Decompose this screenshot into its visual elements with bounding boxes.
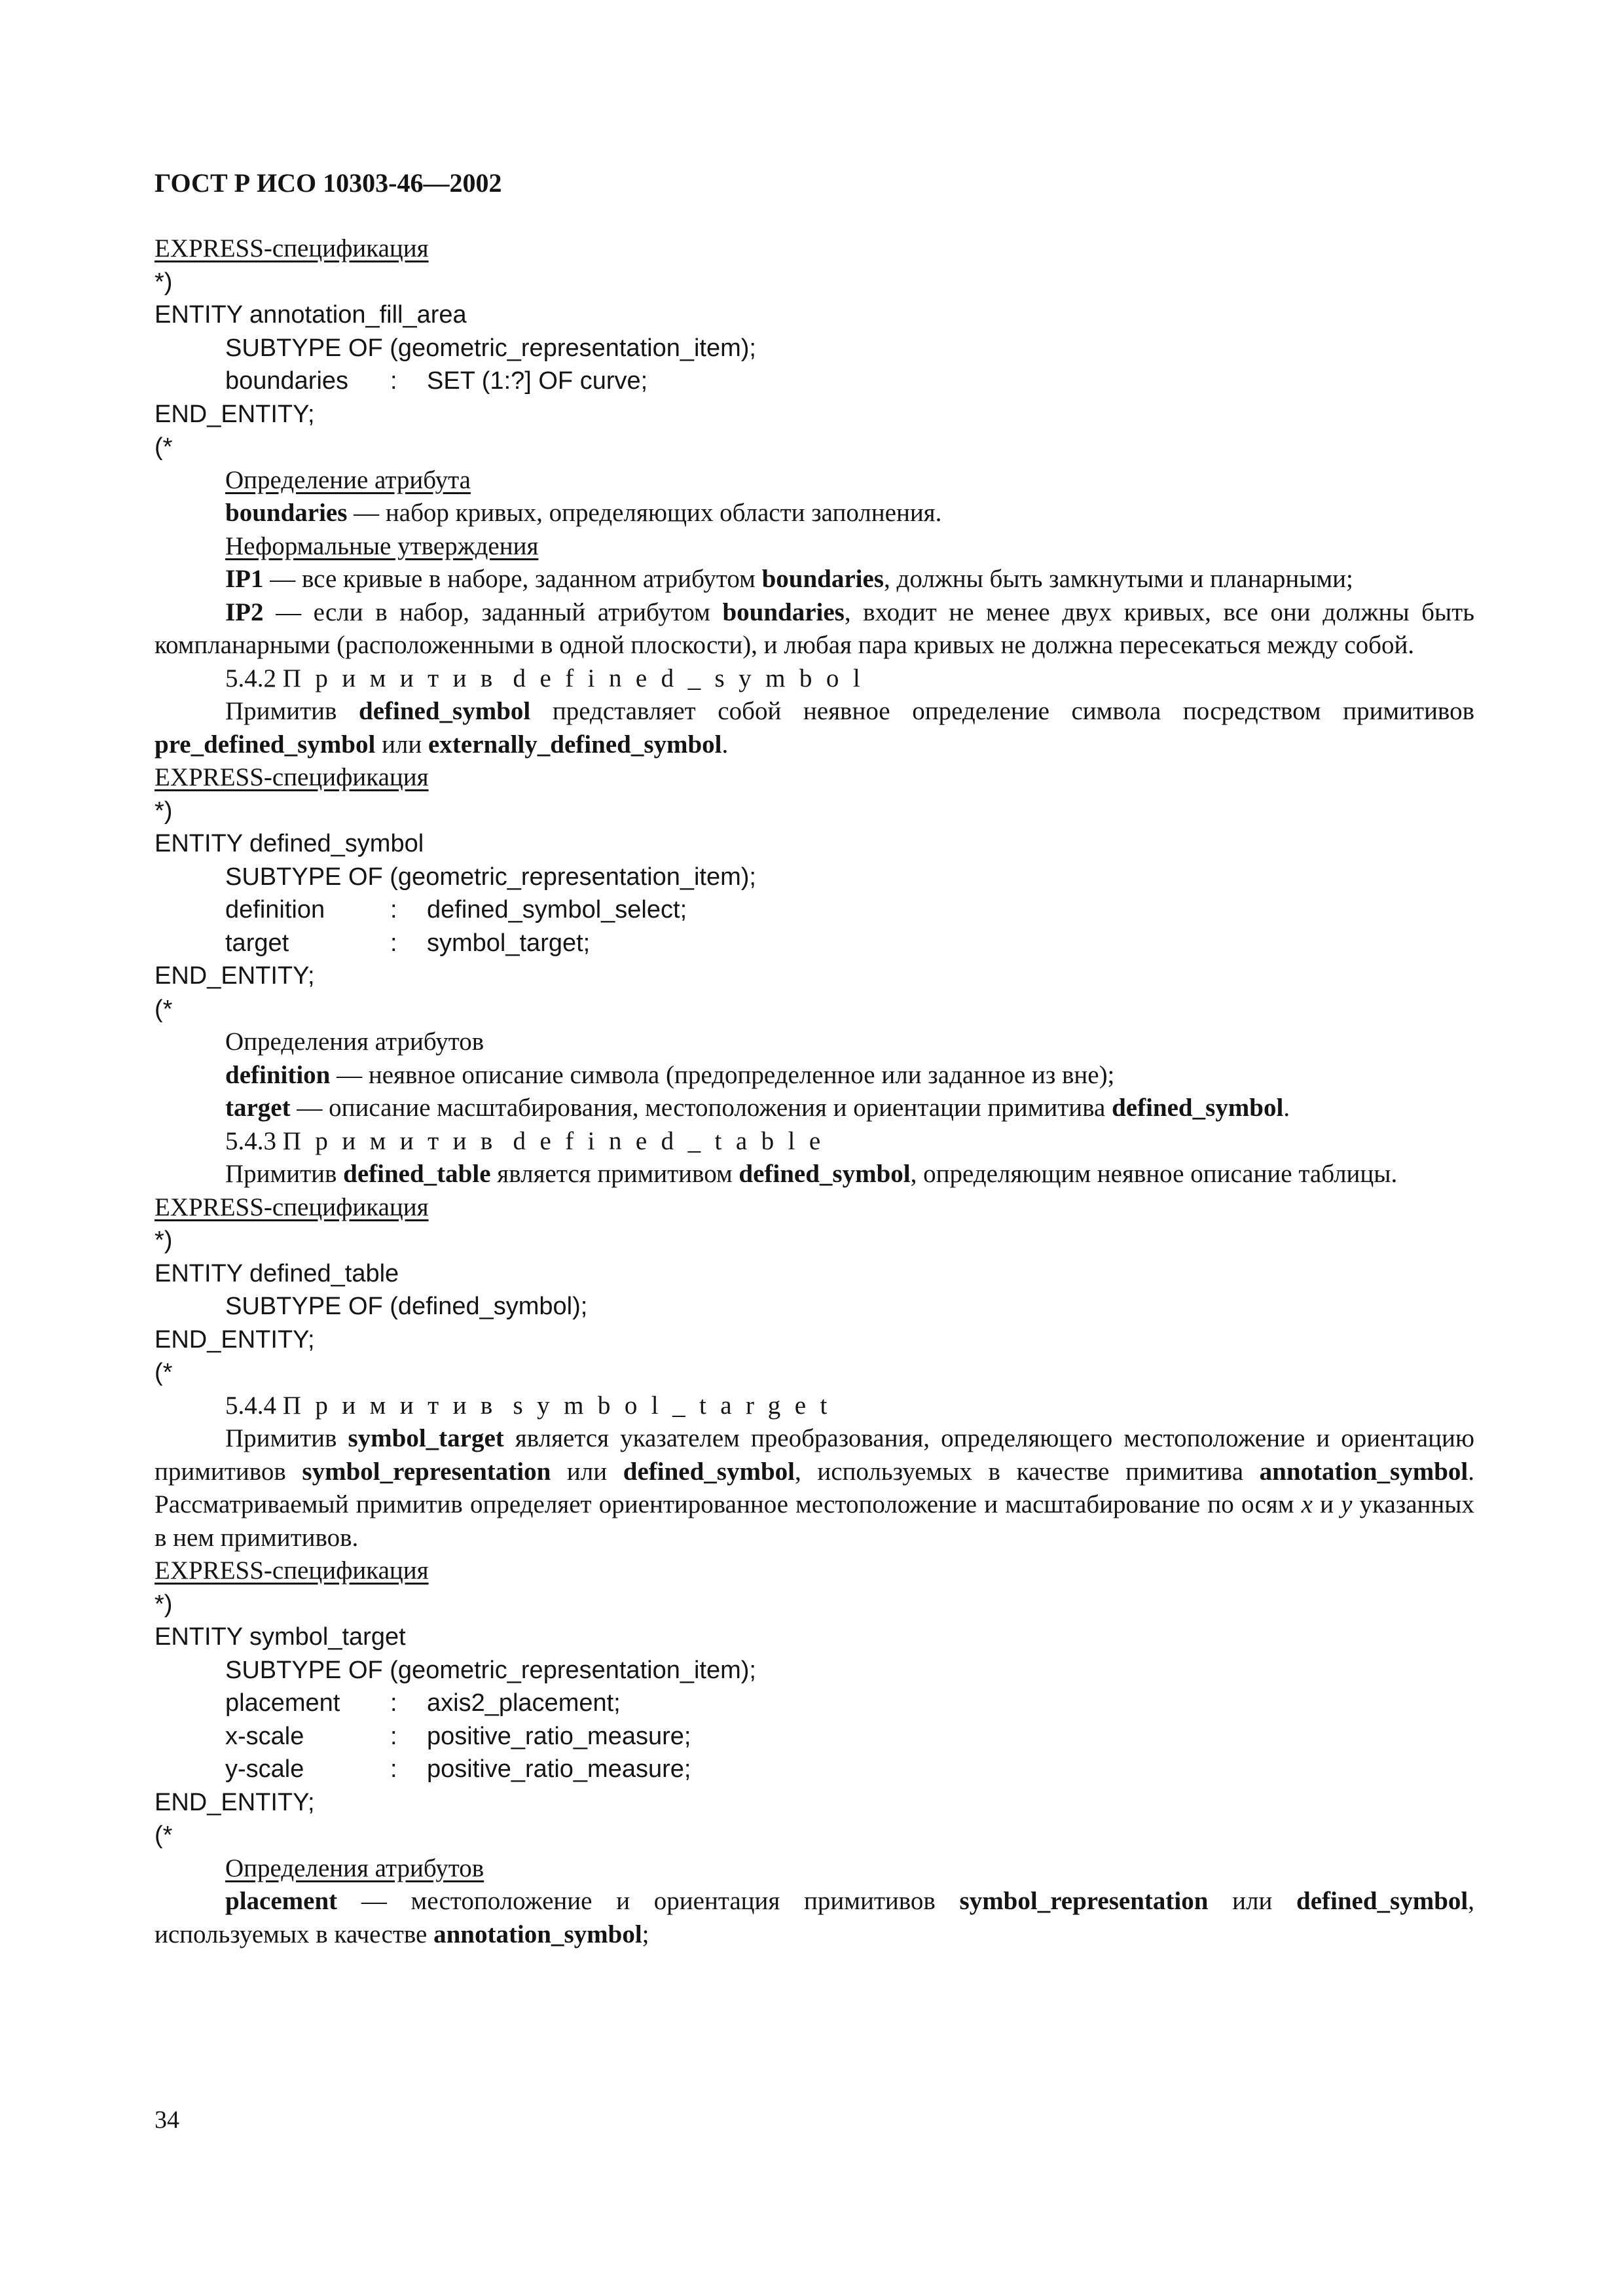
attribute-definitions-heading: Определения атрибутов xyxy=(225,1028,484,1056)
axis-variable: y xyxy=(1341,1490,1353,1518)
attribute-type: positive_ratio_measure; xyxy=(427,1755,691,1783)
comment-open: (* xyxy=(155,1821,173,1849)
attribute-type: symbol_target; xyxy=(427,929,591,957)
section-number: 5.4.2 xyxy=(225,664,276,692)
express-spec-label: EXPRESS-спецификация xyxy=(155,234,429,262)
comment-close: *) xyxy=(155,1227,173,1254)
definition-text: , используемых в качестве xyxy=(155,1887,1474,1948)
attribute-line xyxy=(155,365,1474,398)
subtype-declaration: SUBTYPE OF (geometric_representation_item); xyxy=(225,863,756,891)
attribute-colon: : xyxy=(390,1722,397,1750)
end-entity: END_ENTITY; xyxy=(155,1788,315,1816)
end-entity: END_ENTITY; xyxy=(155,962,315,990)
attribute-colon: : xyxy=(390,1689,397,1717)
proposition-text: — все кривые в наборе, заданном атрибутом xyxy=(263,565,762,593)
document-page xyxy=(155,167,1474,1951)
attribute-definition xyxy=(155,497,1474,530)
attribute-line xyxy=(155,1753,1474,1786)
term: symbol_representation xyxy=(959,1887,1209,1915)
attribute-colon: : xyxy=(390,1755,397,1783)
term: defined_symbol xyxy=(623,1457,795,1486)
definition-text: — местоположение и ориентация примитивов xyxy=(337,1887,960,1915)
section-word: Примитив xyxy=(282,1391,507,1420)
definition-text: — описание масштабирования, местоположения и ориентации примитива xyxy=(290,1094,1112,1122)
section-entity-name: symbol_target xyxy=(513,1391,841,1420)
proposition-text: , входит не менее двух кривых, все они должны быть компланарными (расположенными в одной плоскости), и любая пара кривых не должна пересекаться между собой. xyxy=(155,598,1474,659)
term: annotation_symbol xyxy=(433,1920,642,1948)
attribute-type: SET (1:?] OF curve; xyxy=(427,367,648,395)
section-number: 5.4.3 xyxy=(225,1126,276,1155)
term: defined_symbol xyxy=(359,697,531,725)
section-heading-5-4-4 xyxy=(155,1390,1474,1423)
description-text: , определяющим неявное описание таблицы. xyxy=(910,1160,1398,1188)
attribute-name: placement xyxy=(225,1689,340,1717)
attribute-name: boundaries xyxy=(225,367,349,395)
end-entity: END_ENTITY; xyxy=(155,400,315,428)
description-text: или xyxy=(551,1457,623,1486)
page-number: 34 xyxy=(155,2106,179,2134)
entity-declaration: ENTITY defined_symbol xyxy=(155,830,424,857)
proposition-label: IP1 xyxy=(225,565,264,593)
attribute-line xyxy=(155,1720,1474,1753)
definition-text: — неявное описание символа (предопределенное или заданное из вне); xyxy=(330,1060,1115,1089)
attribute-type: defined_symbol_select; xyxy=(427,896,687,924)
term: symbol_representation xyxy=(302,1457,551,1486)
section-description xyxy=(155,1158,1474,1191)
description-text: представляет собой неявное определение символа посредством примитивов xyxy=(530,697,1474,725)
attribute-type: positive_ratio_measure; xyxy=(427,1722,691,1750)
section-description xyxy=(155,1422,1474,1554)
comment-open: (* xyxy=(155,995,173,1023)
attribute-line xyxy=(155,927,1474,960)
attribute-colon: : xyxy=(390,929,397,957)
informal-proposition-ip1 xyxy=(155,563,1474,596)
entity-declaration: ENTITY annotation_fill_area xyxy=(155,301,467,329)
standard-header: ГОСТ Р ИСО 10303-46—2002 xyxy=(155,168,502,198)
proposition-text: — если в набор, заданный атрибутом xyxy=(263,598,723,626)
entity-declaration: ENTITY defined_table xyxy=(155,1259,399,1287)
term: boundaries xyxy=(761,565,884,593)
section-word: Примитив xyxy=(282,664,507,692)
subtype-declaration: SUBTYPE OF (geometric_representation_item); xyxy=(225,1656,756,1684)
informal-proposition-ip2 xyxy=(155,596,1474,662)
description-text: указанных в нем примитивов. xyxy=(155,1490,1474,1552)
comment-open: (* xyxy=(155,433,173,461)
description-text: . Рассматриваемый примитив определяет ориентированное местоположение и масштабирование по осям xyxy=(155,1457,1474,1518)
express-spec-label: EXPRESS-спецификация xyxy=(155,1193,429,1221)
attribute-line xyxy=(155,1687,1474,1720)
description-text: является указателем преобразования, определяющего местоположение и ориентацию примитивов xyxy=(155,1424,1474,1486)
term: externally_defined_symbol xyxy=(428,730,722,759)
description-text: Примитив xyxy=(225,697,359,725)
express-spec-label: EXPRESS-спецификация xyxy=(155,1556,429,1585)
section-description xyxy=(155,695,1474,761)
section-word: Примитив xyxy=(282,1126,507,1155)
term: defined_table xyxy=(343,1160,491,1188)
description-text: , используемых в качестве примитива xyxy=(794,1457,1260,1486)
definition-text: ; xyxy=(642,1920,649,1948)
proposition-text: , должны быть замкнутыми и планарными; xyxy=(884,565,1353,593)
term: pre_defined_symbol xyxy=(155,730,376,759)
attribute-definition xyxy=(155,1092,1474,1125)
comment-close: *) xyxy=(155,797,173,825)
comment-close: *) xyxy=(155,1590,173,1618)
description-text: или xyxy=(375,730,429,759)
proposition-label: IP2 xyxy=(225,598,264,626)
definition-text: — набор кривых, определяющих области заполнения. xyxy=(347,499,942,527)
attribute-name: target xyxy=(225,929,289,957)
attribute-line xyxy=(155,893,1474,927)
attribute-colon: : xyxy=(390,896,397,924)
description-text: Примитив xyxy=(225,1424,348,1452)
section-number: 5.4.4 xyxy=(225,1391,276,1420)
term: defined_symbol xyxy=(1112,1094,1284,1122)
term: boundaries xyxy=(225,499,348,527)
attribute-definition xyxy=(155,1885,1474,1951)
section-entity-name: defined_table xyxy=(513,1126,835,1155)
attribute-definitions-heading: Определения атрибутов xyxy=(225,1854,484,1882)
comment-close: *) xyxy=(155,268,173,296)
term: target xyxy=(225,1094,291,1122)
description-text: и xyxy=(1312,1490,1341,1518)
section-entity-name: defined_symbol xyxy=(513,664,875,692)
term: placement xyxy=(225,1887,338,1915)
axis-variable: x xyxy=(1301,1490,1313,1518)
term: defined_symbol xyxy=(739,1160,911,1188)
informal-propositions-heading: Неформальные утверждения xyxy=(225,531,539,560)
attribute-definition-heading: Определение атрибута xyxy=(225,465,471,494)
express-spec-label: EXPRESS-спецификация xyxy=(155,763,429,791)
subtype-declaration: SUBTYPE OF (geometric_representation_item); xyxy=(225,334,756,362)
definition-text: или xyxy=(1208,1887,1297,1915)
term: defined_symbol xyxy=(1296,1887,1468,1915)
description-text: является примитивом xyxy=(490,1160,739,1188)
attribute-name: definition xyxy=(225,896,325,924)
definition-text: . xyxy=(1283,1094,1290,1122)
end-entity: END_ENTITY; xyxy=(155,1325,315,1354)
description-text: Примитив xyxy=(225,1160,344,1188)
subtype-declaration: SUBTYPE OF (defined_symbol); xyxy=(225,1293,588,1320)
section-heading-5-4-3 xyxy=(155,1125,1474,1158)
term: annotation_symbol xyxy=(1259,1457,1468,1486)
attribute-name: x-scale xyxy=(225,1722,304,1750)
description-text: . xyxy=(721,730,729,759)
section-heading-5-4-2 xyxy=(155,662,1474,696)
term: definition xyxy=(225,1060,331,1089)
entity-declaration: ENTITY symbol_target xyxy=(155,1623,406,1651)
attribute-definition xyxy=(155,1059,1474,1092)
attribute-name: y-scale xyxy=(225,1755,304,1783)
term: symbol_target xyxy=(348,1424,504,1452)
attribute-colon: : xyxy=(390,367,397,395)
term: boundaries xyxy=(722,598,845,626)
attribute-type: axis2_placement; xyxy=(427,1689,621,1717)
comment-open: (* xyxy=(155,1359,173,1386)
